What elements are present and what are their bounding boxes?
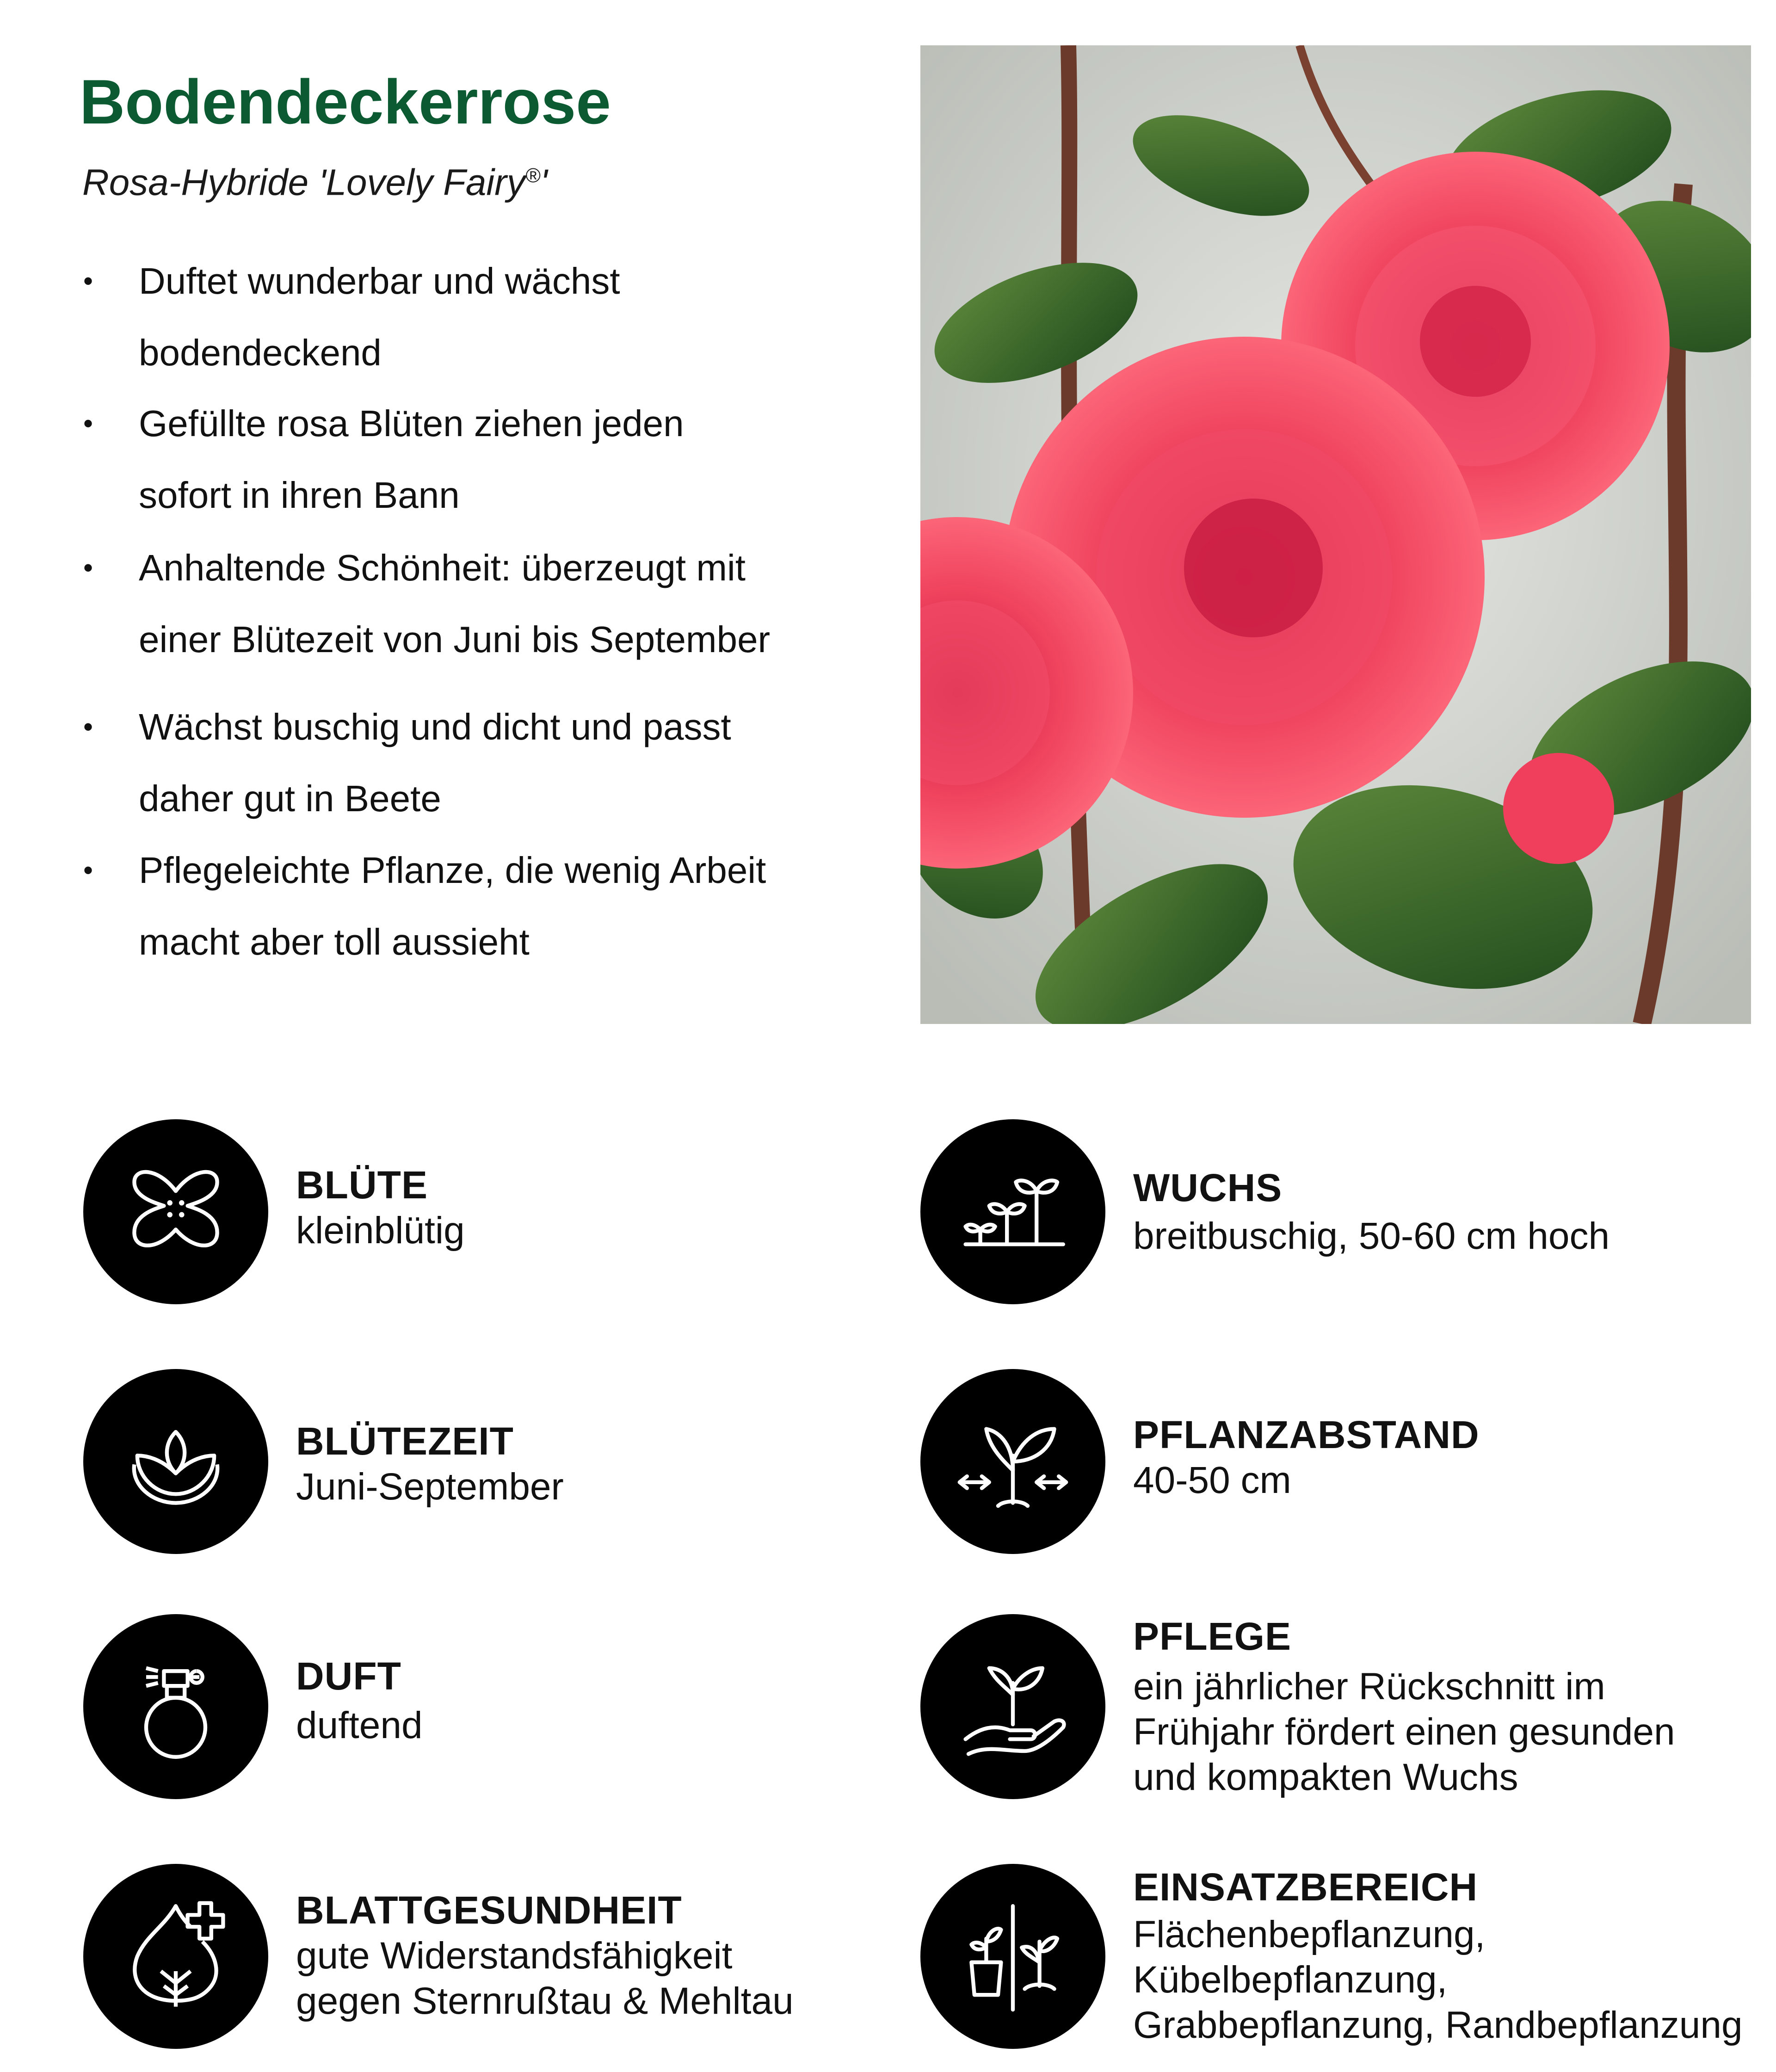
bullet-text: einer Blütezeit von Juni bis September xyxy=(139,619,771,660)
feature-value: gegen Sternrußtau & Mehltau xyxy=(296,1980,794,2022)
feature-value: Grabbepflanzung, Randbepflanzung xyxy=(1133,2004,1743,2046)
bullet-text: Duftet wunderbar und wächst xyxy=(139,260,620,302)
bullet-text: Anhaltende Schönheit: überzeugt mit xyxy=(139,547,746,588)
subtitle-text: Rosa-Hybride 'Lovely Fairy xyxy=(82,161,525,203)
feature-value: Flächenbepflanzung, xyxy=(1133,1913,1486,1955)
page-subtitle xyxy=(82,153,548,206)
feature-value: ein jährlicher Rückschnitt im xyxy=(1133,1665,1605,1708)
perfume-bottle-icon xyxy=(83,1614,268,1799)
rose-photo xyxy=(920,45,1751,1024)
feature-label: BLÜTEZEIT xyxy=(296,1419,514,1463)
bullet-text: macht aber toll aussieht xyxy=(139,921,530,962)
bullet-text: Wächst buschig und dicht und passt xyxy=(139,706,731,747)
bullet-text: sofort in ihren Bann xyxy=(139,475,460,516)
feature-label: DUFT xyxy=(296,1654,401,1698)
feature-label: BLATTGESUNDHEIT xyxy=(296,1888,682,1932)
bullet-text: Pflegeleichte Pflanze, die wenig Arbeit xyxy=(139,850,766,891)
feature-label: PFLANZABSTAND xyxy=(1133,1413,1480,1456)
feature-bullet-list xyxy=(80,245,847,978)
feature-value: und kompakten Wuchs xyxy=(1133,1756,1518,1798)
feature-value: 40-50 cm xyxy=(1133,1459,1291,1501)
bullet-dot: • xyxy=(83,265,93,296)
feature-value: Frühjahr fördert einen gesunden xyxy=(1133,1711,1675,1753)
feature-label: BLÜTE xyxy=(296,1163,428,1207)
subtitle-end: ' xyxy=(540,161,548,203)
feature-label: PFLEGE xyxy=(1133,1615,1292,1658)
bullet-dot: • xyxy=(83,552,93,583)
lotus-icon xyxy=(83,1369,268,1554)
page-title: Bodendeckerrose xyxy=(80,67,611,137)
bullet-item xyxy=(80,532,847,675)
flower-icon xyxy=(83,1119,268,1304)
feature-label: WUCHS xyxy=(1133,1166,1283,1209)
bullet-dot: • xyxy=(83,408,93,439)
feature-value: duftend xyxy=(296,1704,423,1746)
pot-plant-icon xyxy=(920,1864,1105,2049)
registered-mark: ® xyxy=(525,164,541,187)
bullet-text: bodendeckend xyxy=(139,332,382,373)
bullet-item xyxy=(80,388,847,531)
hand-plant-icon xyxy=(920,1614,1105,1799)
feature-value: Juni-September xyxy=(296,1466,564,1508)
bullet-item xyxy=(80,245,847,388)
growth-sprouts-icon xyxy=(920,1119,1105,1304)
feature-label: EINSATZBEREICH xyxy=(1133,1865,1478,1909)
rose-illustration xyxy=(920,45,1751,1024)
bullet-dot: • xyxy=(83,711,93,742)
feature-value: Kübelbepflanzung, xyxy=(1133,1959,1448,2001)
bullet-item xyxy=(80,834,847,978)
bullet-text: daher gut in Beete xyxy=(139,778,441,819)
bullet-text: Gefüllte rosa Blüten ziehen jeden xyxy=(139,403,684,444)
bullet-dot: • xyxy=(83,855,93,886)
leaf-health-icon xyxy=(83,1864,268,2049)
feature-value: gute Widerstandsfähigkeit xyxy=(296,1935,733,1977)
feature-value: breitbuschig, 50-60 cm hoch xyxy=(1133,1215,1610,1257)
feature-value: kleinblütig xyxy=(296,1209,465,1252)
plant-spacing-icon xyxy=(920,1369,1105,1554)
bullet-item xyxy=(80,691,847,834)
